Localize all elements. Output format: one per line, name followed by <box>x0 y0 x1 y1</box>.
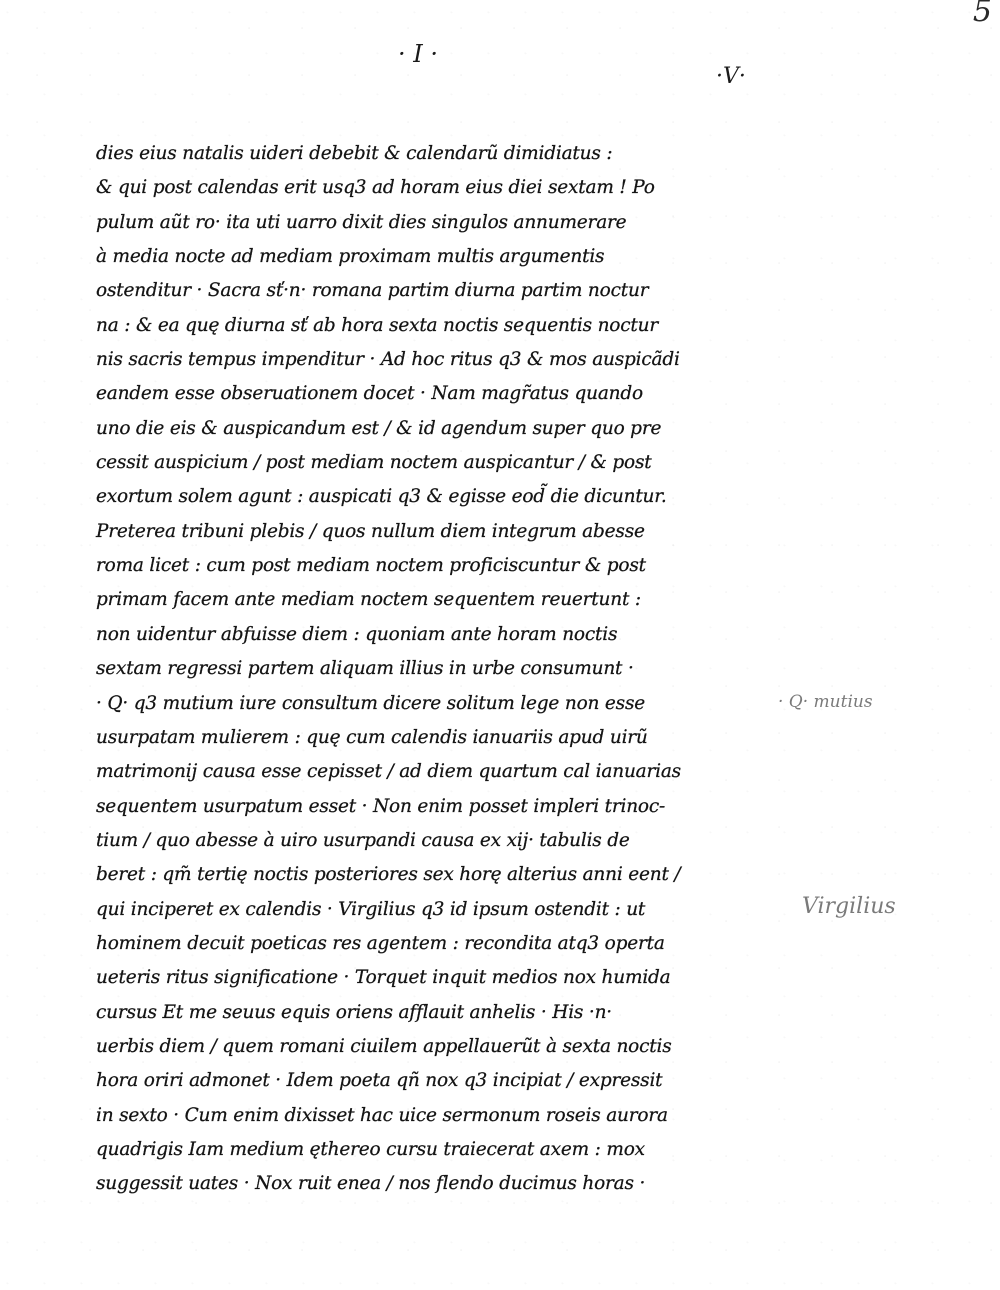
text-line: tium / quo abesse à uiro usurpandi causa ex xij· tabulis de <box>96 829 630 851</box>
text-line: sextam regressi partem aliquam illius in urbe consumunt · <box>96 658 634 680</box>
text-line: cessit auspicium / post mediam noctem auspicantur / & post <box>96 452 652 474</box>
chapter-mark: · I · <box>398 40 438 68</box>
text-line: non uidentur abfuisse diem : quoniam ante horam noctis <box>96 623 618 645</box>
manuscript-text <box>96 137 756 1202</box>
text-line: quadrigis Iam medium ęthereo cursu traiecerat axem : mox <box>96 1138 645 1160</box>
text-line: uno die eis & auspicandum est / & id agendum super quo pre <box>96 417 662 439</box>
text-line: uerbis diem / quem romani ciuilem appellauerũt à sexta noctis <box>96 1035 672 1057</box>
text-line: hominem decuit poeticas res agentem : recondita atq3 operta <box>96 932 665 954</box>
text-line: pulum aũt ro· ita uti uarro dixit dies singulos annumerare <box>96 211 627 233</box>
text-line: na : & ea quę diurna sť ab hora sexta noctis sequentis noctur <box>96 314 658 336</box>
text-line: eandem esse obseruationem docet · Nam magr̃atus quando <box>96 383 643 405</box>
text-line: suggessit uates · Nox ruit enea / nos flendo ducimus horas · <box>96 1173 646 1195</box>
text-line: ostenditur · Sacra sť·n· romana partim diurna partim noctur <box>96 280 649 302</box>
text-line: ueteris ritus significatione · Torquet inquit medios nox humida <box>96 967 671 989</box>
text-line: dies eius natalis uideri debebit & calendarũ dimidiatus : <box>96 143 613 164</box>
text-line: à media nocte ad mediam proximam multis argumentis <box>96 246 605 268</box>
text-line: matrimonij causa esse cepisset / ad diem quartum cal ianuarias <box>96 761 681 783</box>
section-mark: ·V· <box>716 64 746 89</box>
margin-note-virgilius: Virgilius <box>802 894 896 919</box>
text-line: · Q· q3 mutium iure consultum dicere solitum lege non esse <box>96 692 645 714</box>
text-line: roma licet : cum post mediam noctem proficiscuntur & post <box>96 555 646 577</box>
text-line: Preterea tribuni plebis / quos nullum diem integrum abesse <box>96 520 645 542</box>
text-line: nis sacris tempus impenditur · Ad hoc ritus q3 & mos auspicãdi <box>96 349 680 371</box>
text-line: & qui post calendas erit usq3 ad horam eius diei sextam ! Po <box>96 177 655 199</box>
text-line: primam facem ante mediam noctem sequentem reuertunt : <box>96 589 641 611</box>
text-line: hora oriri admonet · Idem poeta qñ nox q3 incipiat / expressit <box>96 1070 663 1092</box>
folio-number: 5 <box>972 0 992 29</box>
margin-note-mutius: · Q· mutius <box>778 692 873 712</box>
text-line: cursus Et me seuus equis oriens afflauit anhelis · His ·n· <box>96 1001 612 1023</box>
text-line: beret : qm̃ tertię noctis posteriores sex horę alterius anni eent / <box>96 864 681 886</box>
text-line: in sexto · Cum enim dixisset hac uice sermonum roseis aurora <box>96 1104 668 1126</box>
text-line: qui inciperet ex calendis · Virgilius q3 id ipsum ostendit : ut <box>96 898 646 920</box>
text-line: sequentem usurpatum esset · Non enim posset impleri trinoc- <box>96 795 666 817</box>
text-line: usurpatam mulierem : quę cum calendis ianuariis apud uirũ <box>96 726 648 748</box>
text-line: exortum solem agunt : auspicati q3 & egisse eod̃ die dicuntur. <box>96 486 667 508</box>
